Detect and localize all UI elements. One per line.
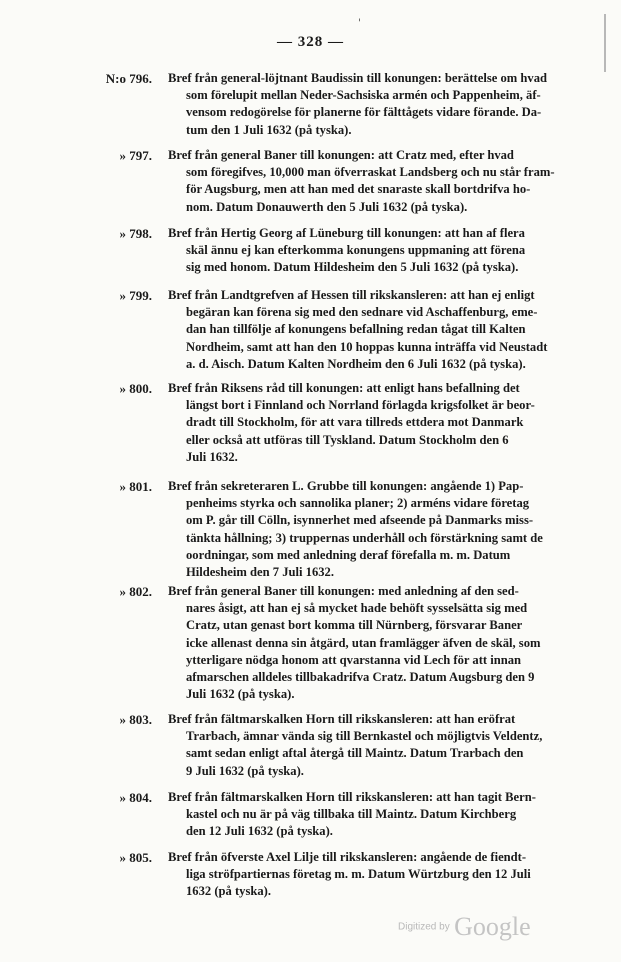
entry-line: liga ströfpartiernas företag m. m. Datum Würtzburg den 12 Juli (186, 867, 531, 882)
entry-line: kastel och nu är på väg tillbaka till Maintz. Datum Kirchberg (186, 807, 517, 822)
entry-number: » 805. (119, 850, 152, 865)
entry-text (168, 849, 578, 901)
google-logo: Google (454, 912, 531, 941)
entry-number: » 802. (119, 584, 152, 599)
entry-line: om P. går till Cölln, isynnerhet med afseende på Danmarks miss- (186, 513, 534, 528)
entry-number: » 797. (119, 148, 152, 163)
entry-line: samt sedan enligt aftal återgå till Maintz. Datum Trarbach den (186, 746, 524, 761)
entry-line: penheims styrka och sannolika planer; 2) arméns vidare företag (186, 496, 530, 511)
entry-number: » 799. (119, 288, 152, 303)
entry-line: Bref från Landtgrefven af Hessen till rikskansleren: att han ej enligt (168, 288, 535, 302)
entry-line: Cratz, utan genast bort komma till Nürnberg, försvarar Baner (186, 618, 523, 633)
digitized-by-google-watermark (398, 912, 531, 942)
entry-line: som förelupit mellan Neder-Sachsiska armén och Pappenheim, äf- (186, 88, 541, 103)
entry-line: tänkta hållning; 3) truppernas underhåll och förstärkning samt de (186, 530, 543, 545)
entry-line: 1632 (på tyska). (186, 884, 272, 899)
entry-line: Bref från sekreteraren L. Grubbe till konungen: angående 1) Pap- (168, 479, 524, 493)
entry-line: Bref från Riksens råd till konungen: att enligt hans befallning det (168, 381, 520, 395)
entry-line: oordningar, som med anledning deraf förefalla m. m. Datum (186, 547, 511, 562)
entry-text (168, 225, 578, 277)
entry-line: 9 Juli 1632 (på tyska). (186, 763, 304, 778)
entry-text (168, 711, 578, 780)
entry-line: afmarschen alldeles tillbakadrifva Cratz. Datum Augsburg den 9 (186, 670, 535, 685)
entry-line: längst bort i Finnland och Norrland förlagda krigsfolket är beor- (186, 398, 535, 413)
entry-line: nares åsigt, att han ej så mycket hade behöft sysselsätta sig med (186, 601, 528, 616)
entry-number: » 803. (119, 712, 152, 727)
entry-line: Bref från fältmarskalken Horn till rikskansleren: att han tagit Bern- (168, 790, 536, 804)
entry-line: skäl ännu ej kan efterkomma konungens uppmaning att förena (186, 243, 526, 258)
entry-line: icke allenast denna sin åtgärd, utan framlägger äfven de skäl, som (186, 635, 541, 650)
entry-line: sig med honom. Datum Hildesheim den 5 Juli 1632 (på tyska). (186, 260, 519, 275)
entry-line: Bref från fältmarskalken Horn till rikskansleren: att han eröfrat (168, 712, 516, 726)
entry-line: Bref från general Baner till konungen: att Cratz med, efter hvad (168, 148, 514, 162)
entry-line: Nordheim, samt att han den 10 hoppas kunna inträffa vid Neustadt (186, 339, 548, 354)
entry-line: Bref från general-löjtnant Baudissin till konungen: berättelse om hvad (168, 71, 547, 85)
entry-line: begäran kan förena sig med den sednare vid Aschaffenburg, eme- (186, 305, 538, 320)
entry-line: som föregifves, 10,000 man öfverraskat Landsberg och nu står fram- (186, 165, 555, 180)
entry-text (168, 478, 578, 581)
entry-text (168, 147, 578, 216)
entry-number: » 800. (119, 381, 152, 396)
entry-line: Bref från öfverste Axel Lilje till rikskansleren: angående de fiendt- (168, 850, 527, 864)
entry-line: eller också att utföras till Tyskland. Datum Stockholm den 6 (186, 432, 509, 447)
entry-text (168, 287, 578, 373)
entry-line: Trarbach, ämnar vända sig till Bernkastel och möjligtvis Veldentz, (186, 729, 543, 744)
entry-line: Bref från Hertig Georg af Lüneburg till konungen: att han af flera (168, 226, 525, 240)
entry-line: Bref från general Baner till konungen: med anledning af den sed- (168, 584, 519, 598)
entry-text (168, 70, 578, 139)
entry-text (168, 583, 578, 703)
entry-line: a. d. Aisch. Datum Kalten Nordheim den 6 Juli 1632 (på tyska). (186, 356, 526, 371)
entry-line: den 12 Juli 1632 (på tyska). (186, 824, 333, 839)
digitized-label: Digitized by (398, 921, 450, 933)
entry-number: » 801. (119, 479, 152, 494)
entry-number: » 798. (119, 226, 152, 241)
entry-line: tum den 1 Juli 1632 (på tyska). (186, 122, 352, 137)
entry-line: Juli 1632. (186, 449, 238, 464)
entry-text (168, 789, 578, 841)
entry-line: vensom redogörelse för planerne för fälttågets vidare förande. Da- (186, 105, 542, 120)
entry-line: nom. Datum Donauwerth den 5 Juli 1632 (på tyska). (186, 199, 468, 214)
entry-line: Hildesheim den 7 Juli 1632. (186, 565, 334, 580)
entry-number: » 804. (119, 790, 152, 805)
entry-text (168, 380, 578, 466)
entry-line: dan han tillfölje af konungens befallning redan tågat till Kalten (186, 322, 526, 337)
page-number: — 328 — (277, 34, 344, 50)
entry-line: Juli 1632 (på tyska). (186, 687, 295, 702)
ink-mark: ' (358, 18, 361, 29)
entry-line: ytterligare nödga honom att qvarstanna vid Lech för att innan (186, 652, 522, 667)
entry-line: för Augsburg, men att han med det snaraste skall bortdrifva ho- (186, 182, 531, 197)
entry-number: N:o 796. (105, 71, 152, 86)
entry-line: dradt till Stockholm, för att vara tillreds ettdera mot Danmark (186, 415, 524, 430)
